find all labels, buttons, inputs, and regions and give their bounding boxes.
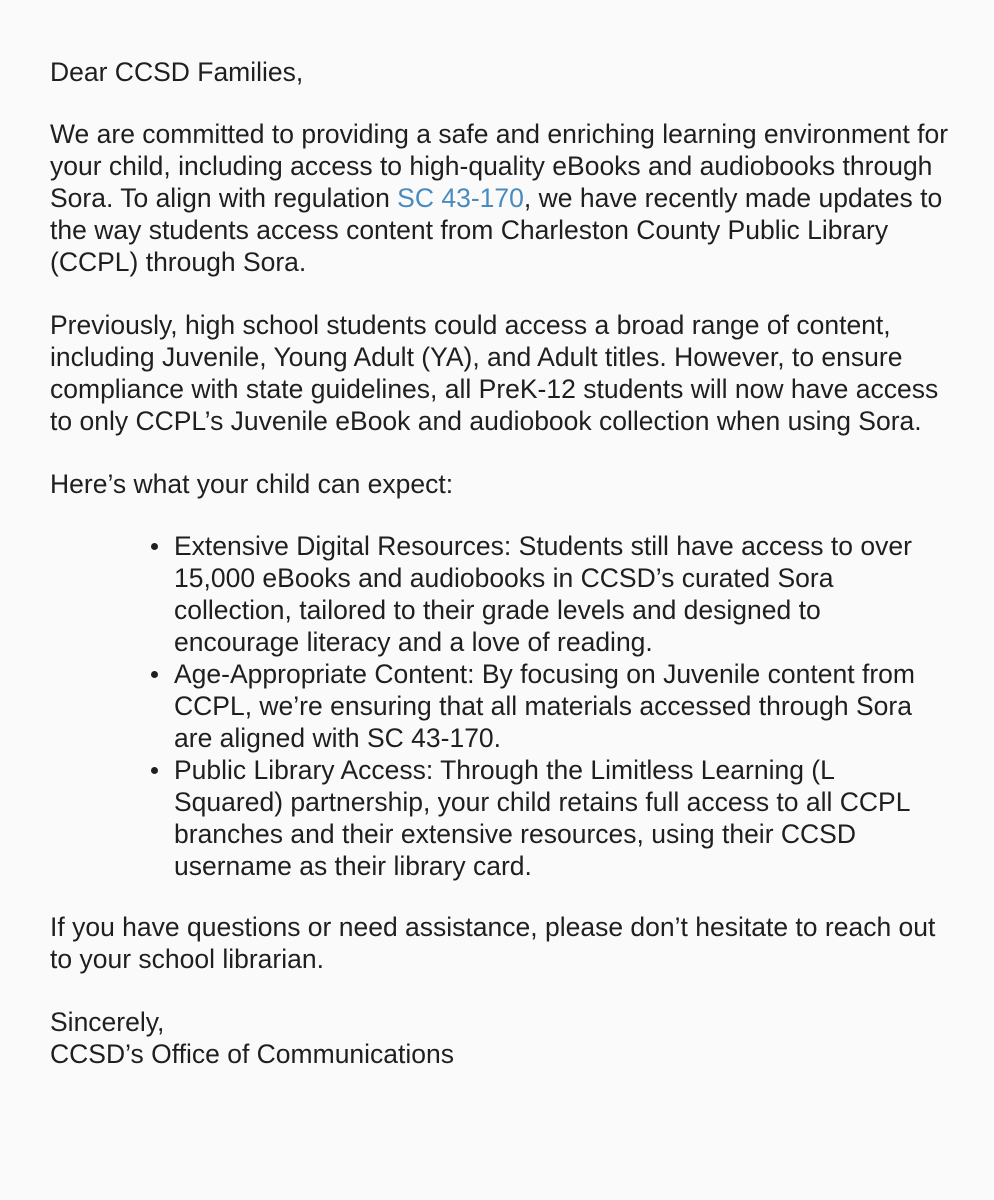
paragraph-questions: If you have questions or need assistance, please don’t hesitate to reach out to your school librarian. xyxy=(50,912,936,974)
bullet-icon xyxy=(151,671,158,678)
paragraph-commitment-text-start: We are committed to providing a safe and enriching learning environment for your child, including access to high-quality eBooks and audiobooks through Sora. To align with regulation xyxy=(50,119,949,213)
bullet-icon xyxy=(151,543,158,550)
list-item-text: Public Library Access: Through the Limitless Learning (L Squared) partnership, your child retains full access to all CCPL branches and their extensive resources, using their CCSD username as their library card. xyxy=(174,755,910,881)
paragraph-commitment xyxy=(50,118,950,278)
salutation: Dear CCSD Families, xyxy=(50,57,304,87)
list-item-digital-resources xyxy=(174,530,950,658)
expectations-list xyxy=(50,530,950,882)
list-intro: Here’s what your child can expect: xyxy=(50,469,454,499)
paragraph-previously: Previously, high school students could access a broad range of content, including Juvenile, Young Adult (YA), and Adult titles. However, to ensure compliance with state guidelines, all PreK-12 students will now have access to only CCPL’s Juvenile eBook and audiobook collection when using Sora. xyxy=(50,310,939,436)
signature: CCSD’s Office of Communications xyxy=(50,1039,455,1069)
list-item-text: Age-Appropriate Content: By focusing on Juvenile content from CCPL, we’re ensuring that all materials accessed through Sora are aligned with SC 43-170. xyxy=(174,659,915,753)
paragraph-commitment-text-end: , we have recently made updates to the way students access content from Charleston County Public Library (CCPL) through Sora. xyxy=(50,183,943,277)
regulation-link[interactable]: SC 43-170 xyxy=(397,183,524,213)
list-item-public-library xyxy=(174,754,950,882)
list-item-text: Extensive Digital Resources: Students still have access to over 15,000 eBooks and audiobooks in CCSD’s curated Sora collection, tailored to their grade levels and designed to encourage literacy and a love of reading. xyxy=(174,531,912,657)
letter-body xyxy=(50,56,950,1070)
list-item-age-appropriate xyxy=(174,658,950,754)
closing-block xyxy=(50,1006,950,1070)
bullet-icon xyxy=(151,767,158,774)
closing: Sincerely, xyxy=(50,1007,165,1037)
